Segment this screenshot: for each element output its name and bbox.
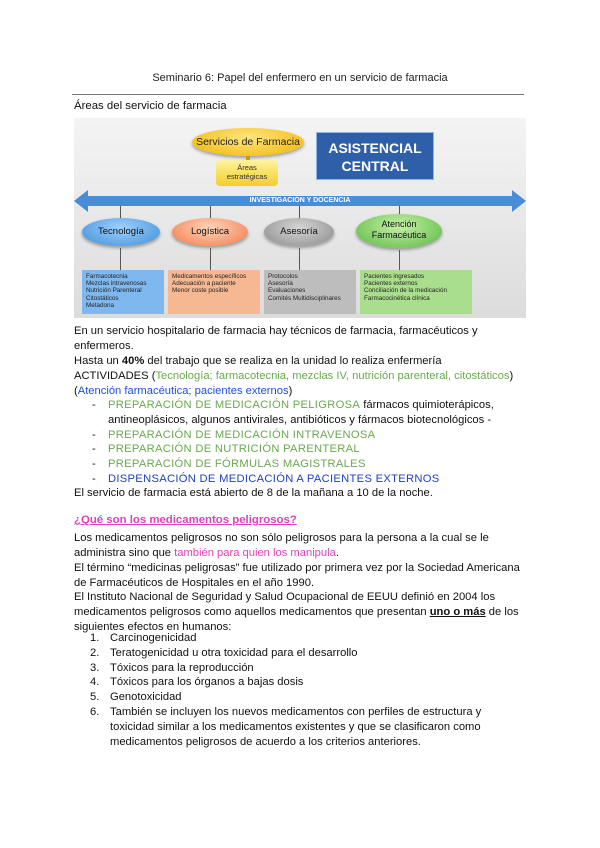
effects-list <box>88 631 528 749</box>
dash-marker: - <box>92 399 96 411</box>
box-item: Farmacocinética clínica <box>364 294 430 302</box>
box-item: Citostáticos <box>86 294 119 302</box>
box-item: Conciliación de la medicación <box>364 287 447 295</box>
activity-label: PREPARACIÓN DE MEDICACIÓN PELIGROSA <box>108 399 361 411</box>
list-item <box>88 398 528 428</box>
definition-highlight: también para quien los manipula <box>174 546 336 559</box>
area-logistica: Logística <box>172 218 248 246</box>
effect-text: Tóxicos para la reproducción <box>110 661 254 674</box>
activities-list <box>88 398 528 487</box>
niosh-paragraph <box>74 590 526 634</box>
effect-text: Carcinogenicidad <box>110 632 197 644</box>
list-number: 3. <box>90 661 100 674</box>
pharmacy-areas-diagram <box>74 118 526 318</box>
box-atencion <box>360 270 472 314</box>
activities-end: ) <box>288 384 293 397</box>
dash-marker: - <box>92 428 96 441</box>
activity-label: PREPARACIÓN DE FÓRMULAS MAGISTRALES <box>108 458 366 471</box>
list-number: 1. <box>90 632 100 644</box>
list-item <box>88 705 528 749</box>
intro-paragraph: En un servicio hospitalario de farmacia hay técnicos de farmacia, farmacéuticos y enfermeros. <box>74 325 478 352</box>
niosh-text: El Instituto Nacional de Seguridad y Salud Ocupacional de EEUU definió en 2004 los medicamentos peligrosos como aquellos medicamentos que presentan <box>74 591 496 618</box>
effect-text: También se incluyen los nuevos medicamentos con perfiles de estructura y toxicidad similar a los medicamentos existentes y que se clasificaron como medicamentos peligrosos de acuerdo a los criterios anteriores. <box>110 705 482 748</box>
box-item: Nutrición Parenteral <box>86 287 142 295</box>
list-item <box>88 442 528 457</box>
list-item <box>88 675 528 690</box>
effect-text: Genotoxicidad <box>110 691 182 704</box>
effect-text: Tóxicos para los órganos a bajas dosis <box>110 676 304 689</box>
niosh-emphasis: uno o más <box>429 605 486 618</box>
activity-label: DISPENSACIÓN DE MEDICACIÓN A PACIENTES EXTERNOS <box>108 472 440 485</box>
workload-text: Hasta un <box>74 355 122 367</box>
box-item: Pacientes ingresados <box>364 273 425 280</box>
dash-marker: - <box>92 458 96 471</box>
box-connector <box>210 248 211 270</box>
niosh-text-end: de los siguientes efectos en humanos: <box>74 605 519 633</box>
area-asesoria: Asesoría <box>264 218 334 246</box>
activity-label: PREPARACIÓN DE MEDICACIÓN INTRAVENOSA <box>108 428 376 441</box>
definition-text: Los medicamentos peligrosos no son sólo peligrosos para la persona a la cual se le administra sino que <box>74 532 489 559</box>
effect-text: Teratogenicidad u otra toxicidad para el desarrollo <box>110 646 358 659</box>
list-item <box>88 661 528 676</box>
area-tecnologia: Tecnología <box>82 218 160 246</box>
box-item: Menor coste posible <box>172 287 229 295</box>
activity-label: PREPARACIÓN DE NUTRICIÓN PARENTERAL <box>108 443 360 456</box>
box-item: Adecuación a paciente <box>172 280 236 288</box>
list-item <box>88 472 528 487</box>
box-asesoria <box>264 270 356 314</box>
activities-tecnologia: Tecnología; farmacotecnia, mezclas IV, nutrición parenteral, citostáticos <box>155 370 510 382</box>
list-number: 5. <box>90 691 100 704</box>
definition-end: . <box>335 546 339 559</box>
box-connector <box>120 248 121 270</box>
box-item: Metadona <box>86 301 115 309</box>
box-item: Evaluaciones <box>268 287 306 295</box>
list-item <box>88 690 528 705</box>
header-rule <box>72 94 524 95</box>
services-oval: Servicios de Farmacia <box>192 128 304 156</box>
workload-text: del trabajo que se realiza en la unidad lo realiza enfermería <box>144 355 442 367</box>
box-item: Asesoría <box>268 280 293 288</box>
box-tecnologia <box>82 270 164 314</box>
list-item <box>88 631 528 646</box>
area-atencion-farmaceutica: Atención Farmacéutica <box>356 214 442 248</box>
list-item <box>88 457 528 472</box>
box-item: Mezclas intravenosas <box>86 280 147 288</box>
history-paragraph: El término “medicinas peligrosas” fue utilizado por primera vez por la Sociedad Americana de Farmacéuticos de Hospitales en el año 1990. <box>74 562 520 589</box>
strategic-areas-box: Áreas estratégicas <box>216 160 278 186</box>
activities-label: ACTIVIDADES ( <box>74 370 156 382</box>
section-heading: ¿Qué son los medicamentos peligrosos? <box>74 514 297 526</box>
list-item <box>88 428 528 443</box>
box-logistica <box>168 270 260 314</box>
workload-percent: 40% <box>121 355 145 367</box>
list-number: 6. <box>90 705 100 718</box>
activities-sep: )( <box>74 370 514 397</box>
activities-paragraph <box>74 369 526 399</box>
page-header: Seminario 6: Papel del enfermero en un servicio de farmacia <box>152 72 448 84</box>
box-item: Protocolos <box>268 273 298 280</box>
list-number: 2. <box>90 646 100 659</box>
list-item <box>88 646 528 661</box>
dash-marker: - <box>92 443 96 456</box>
asistencial-central-box: ASISTENCIAL CENTRAL <box>316 132 434 180</box>
box-item: Medicamentos específicos <box>172 273 247 280</box>
workload-paragraph <box>74 354 526 369</box>
definition-paragraph <box>74 531 526 561</box>
box-connector <box>399 250 400 270</box>
hours-paragraph: El servicio de farmacia está abierto de 8 de la mañana a 10 de la noche. <box>74 487 433 499</box>
activities-atencion: Atención farmacéutica; pacientes externos <box>77 384 289 397</box>
activity-suffix: fármacos quimioterápicos, antineoplásicos, algunos antivirales, antibióticos y fármacos biotecnológicos - <box>108 399 494 426</box>
box-item: Farmacotecnia <box>86 273 128 280</box>
list-number: 4. <box>90 676 100 689</box>
box-item: Comités Multidisciplinares <box>268 294 341 302</box>
box-connector <box>299 248 300 270</box>
box-item: Pacientes externos <box>364 280 418 288</box>
section-title: Áreas del servicio de farmacia <box>74 100 227 112</box>
dash-marker: - <box>92 472 96 485</box>
arrow-label: INVESTIGACIÓN Y DOCENCIA <box>249 197 351 204</box>
